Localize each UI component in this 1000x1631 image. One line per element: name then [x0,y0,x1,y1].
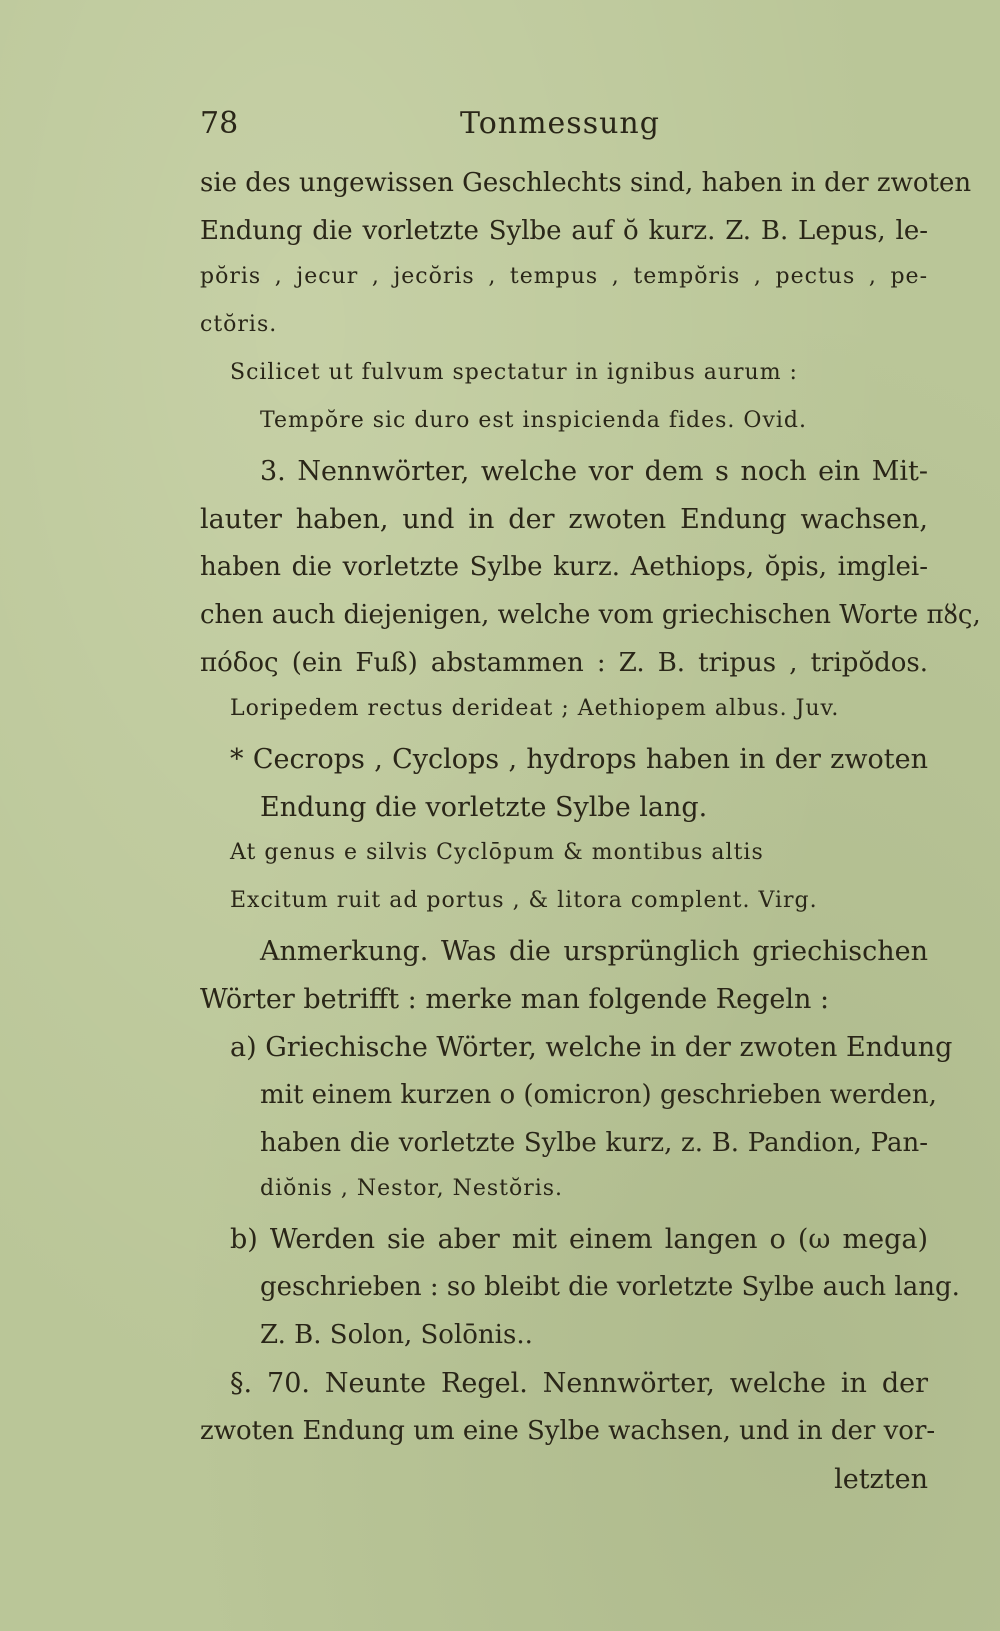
list-item-line: a) Griechische Wörter, welche in der zwoten Endung [230,1032,953,1063]
text-body [200,160,981,1504]
section-heading-line: §. 70. Neunte Regel. Nennwörter, welche in der [230,1368,928,1399]
verse-line: Scilicet ut fulvum spectatur in ignibus aurum : [230,360,798,385]
catchword-line [200,1456,928,1504]
text-line: Wörter betrifft : merke man folgende Regeln : [200,984,830,1015]
verse-line: Tempŏre sic duro est inspicienda fides. Ovid. [260,408,807,433]
note-heading-line: Anmerkung. Was die ursprünglich griechischen [260,936,928,967]
text-line: zwoten Endung um eine Sylbe wachsen, und in der vor- [200,1416,936,1446]
text-line: pŏris , jecur , jecŏris , tempus , tempŏris , pectus , pe- [200,264,928,289]
page-header [200,106,920,146]
verse-line: At genus e silvis Cyclōpum & montibus altis [230,840,764,865]
list-item-line: geschrieben : so bleibt die vorletzte Sylbe auch lang. [260,1272,960,1302]
list-item-line: diŏnis , Nestor, Nestŏris. [260,1176,564,1201]
text-line: sie des ungewissen Geschlechts sind, haben in der zwoten [200,168,972,198]
text-line: Endung die vorletzte Sylbe lang. [260,792,708,823]
list-item-line: mit einem kurzen o (omicron) geschrieben werden, [260,1080,937,1110]
verse-line: Excitum ruit ad portus , & litora complent. Virg. [230,888,818,913]
text-line: Endung die vorletzte Sylbe auf ŏ kurz. Z. B. Lepus, le- [200,216,928,246]
page-number: 78 [200,106,239,141]
text-line: * Cecrops , Cyclops , hydrops haben in der zwoten [230,744,928,775]
list-item-line: haben die vorletzte Sylbe kurz, z. B. Pandion, Pan- [260,1128,928,1158]
verse-line: Loripedem rectus derideat ; Aethiopem albus. Juv. [230,696,840,721]
running-head: Tonmessung [460,106,660,141]
text-line: lauter haben, und in der zwoten Endung wachsen, [200,504,928,535]
list-item-line: b) Werden sie aber mit einem langen o (ω mega) [230,1224,928,1255]
catchword: letzten [834,1464,928,1495]
text-line: πόδος (ein Fuß) abstammen : Z. B. tripus , tripŏdos. [200,648,928,678]
text-line: haben die vorletzte Sylbe kurz. Aethiops, ŏpis, imglei- [200,552,928,582]
list-item-line: Z. B. Solon, Solōnis.. [260,1320,533,1350]
text-line: chen auch diejenigen, welche vom griechischen Worte πȣς, [200,600,981,630]
text-line: ctŏris. [200,312,278,337]
text-line: 3. Nennwörter, welche vor dem s noch ein Mit- [260,456,928,487]
